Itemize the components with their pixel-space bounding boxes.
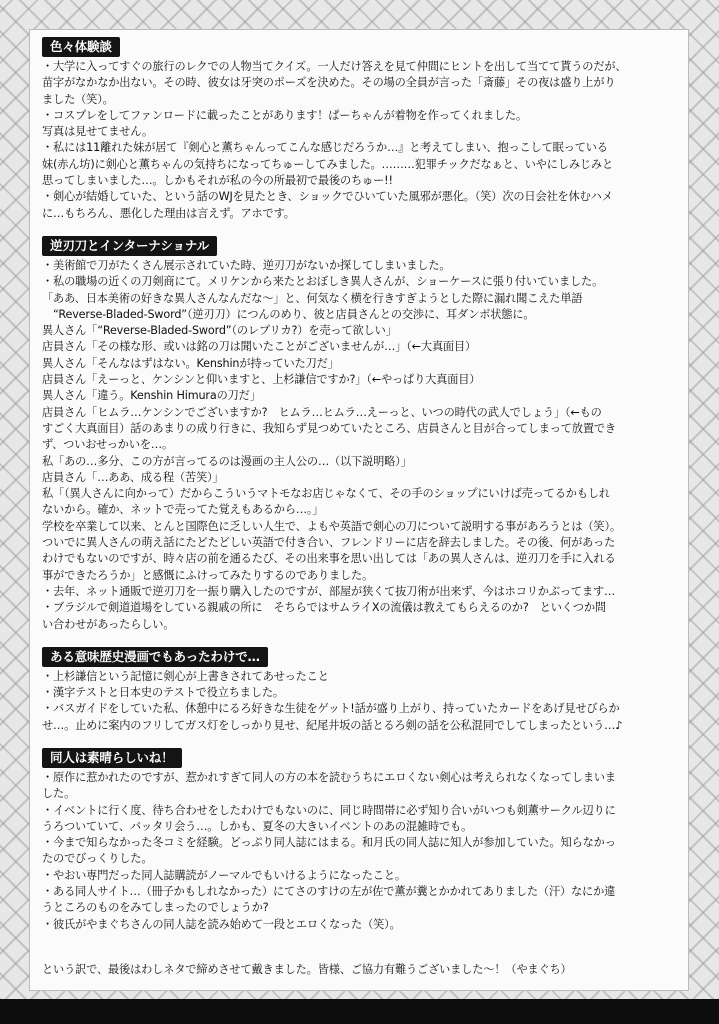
text-line: 学校を卒業して以来、とんと国際色に乏しい人生で、よもや英語で剣心の刀について説明する事があろうとは（笑）。 (42, 519, 621, 533)
text-line: 異人さん「そんなはずはない。Kenshinが持っていた刀だ」 (42, 356, 339, 370)
section-heading: 逆刃刀とインターナショナル (42, 236, 217, 256)
section-heading: 色々体験談 (42, 37, 120, 57)
text-line: すごく大真面目）話のあまりの成り行きに、我知らず見つめていたところ、店員さんと目が合ってしまって放置でき (42, 421, 616, 435)
text-line: 「ああ、日本美術の好きな異人さんなんだな～」と、何気なく横を行きすぎようとした際に漏れ聞こえた単語 (42, 291, 583, 305)
section-sakabato (42, 232, 682, 633)
text-line: ・上杉謙信という記憶に剣心が上書きされてあせったこと (42, 669, 329, 683)
text-line: “Reverse-Bladed-Sword”（逆刃刀）につんのめり、彼と店員さんとの交渉に、耳ダンボ状態に。 (42, 307, 535, 321)
text-line: たのでびっくりした。 (42, 852, 153, 866)
text-line: 店員さん「えーっと、ケンシンと仰いますと、上杉謙信ですか?」（←やっぱり大真面目） (42, 373, 481, 387)
text-line: うろついていて、バッタリ会う…。しかも、夏冬の大きいイベントのあの混雑時でも。 (42, 819, 473, 833)
text-line: ついでに異人さんの萌え話にたどたどしい英語で付き合い、フレンドリーに店を辞去しました。その後、何があった (42, 536, 616, 550)
text-line: 苗字がなかなか出ない。その時、彼女は牙突のポーズを決めた。その場の全員が言った「斎藤」その夜は盛り上がり (42, 76, 616, 90)
text-line: 異人さん「“Reverse-Bladed-Sword”（のレプリカ?）を売って欲しい」 (42, 324, 397, 338)
section-heading: 同人は素晴らしいね！ (42, 748, 182, 768)
text-line: 異人さん「違う。Kenshin Himuraの刀だ」 (42, 389, 261, 403)
section-rekishi (42, 643, 682, 734)
text-line: ・漢字テストと日本史のテストで役立ちました。 (42, 686, 284, 700)
text-line: 私「あの…多分、この方が言ってるのは漫画の主人公の…（以下説明略）」 (42, 454, 412, 468)
text-line: ・バスガイドをしていた私、休憩中にるろ好きな生徒をゲット!話が盛り上がり、持っていたカードをあげ見せびらか (42, 702, 620, 716)
bottom-bar (0, 999, 719, 1024)
text-line: ・去年、ネット通販で逆刃刀を一振り購入したのですが、部屋が狭くて抜刀術が出来ず、今はホコリかぶってます… (42, 584, 616, 598)
text-line: ・彼氏がやまぐちさんの同人誌を読み始めて一段とエロくなった（笑）。 (42, 917, 401, 931)
text-line: 店員さん「ヒムラ…ケンシンでございますか? ヒムラ…ヒムラ…えーっと、いつの時代の武人でしょう」（←もの (42, 405, 602, 419)
text-line: ・私には11離れた妹が居て『剣心と薫ちゃんってこんな感じだろうか…』と考えてしまい、抱っこして眠っている (42, 141, 608, 155)
text-line: ・イベントに行く度、待ち合わせをしたわけでもないのに、同じ時間帯に必ず知り合いがいつも剣薫サークル辺りに (42, 803, 616, 817)
text-line: 私「（異人さんに向かって）だからこういうマトモなお店じゃなくて、その手のショップにいけば売ってるかもしれ (42, 487, 610, 501)
section-heading: ある意味歴史漫画でもあったわけで… (42, 647, 268, 667)
text-line: ・やおい専門だった同人誌購読がノーマルでもいけるようになったこと。 (42, 868, 406, 882)
text-line: ないから。確か、ネットで売ってた覚えもあるから…。」 (42, 503, 324, 517)
text-line: ・美術館で刀がたくさん展示されていた時、逆刃刀がないか探してしまいました。 (42, 258, 451, 272)
text-line: ・コスプレをしてファンロードに載ったことがあります！ぱーちゃんが着物を作ってくれました。 (42, 108, 527, 122)
text-line: 事ができたろうか」と感慨にふけってみたりするのでありました。 (42, 568, 374, 582)
spacer (42, 734, 682, 744)
text-line: 思ってしまいました…。しかもそれが私の今の所最初で最後のちゅー!! (42, 174, 393, 188)
text-line: ・今まで知らなかった冬コミを経験。どっぷり同人誌にはまる。和月氏の同人誌に知人が参加していた。知らなかっ (42, 836, 616, 850)
text-line: ・私の職場の近くの刀剣商にて。メリケンから来たとおぼしき異人さんが、ショーケースに張り付いていました。 (42, 275, 604, 289)
text-line: ました（笑）。 (42, 92, 114, 106)
page-content (42, 37, 682, 933)
text-line: うところのものをみてしまったのでしょうか? (42, 901, 269, 915)
text-line: せ…。止めに案内のフリしてガス灯をしっかり見せ、紀尾井坂の話とるろ剣の話を公私混同でしてしまったという…♪ (42, 718, 623, 732)
text-line: ・ある同人サイト…（冊子かもしれなかった）にてさのすけの左が佐で薫が糞とかかれてありました（汗）なにか違 (42, 885, 616, 899)
text-line: ・剣心が結婚していた、という話のWJを見たとき、ショックでひいていた風邪が悪化。（笑）次の日会社を休むハメ (42, 190, 613, 204)
text-line: わけでもないのですが、時々店の前を通るたび、その出来事を思い出しては「あの異人さんは、逆刃刀を手に入れる (42, 552, 616, 566)
text-line: ・大学に入ってすぐの旅行のレクでの人物当てクイズ。一人だけ答えを見て仲間にヒントを出して当てて貰うのだが、 (42, 60, 627, 73)
spacer (42, 222, 682, 232)
text-line: ・ブラジルで剣道道場をしている親戚の所に そちらではサムライXの流儀は教えてもらえるのか? といくつか問 (42, 601, 606, 615)
text-line: ず、ついおせっかいを…。 (42, 438, 173, 452)
text-line: 店員さん「その様な形、或いは銘の刀は聞いたことがございませんが…」（←大真面目） (42, 340, 477, 354)
section-taiken (42, 37, 682, 222)
text-line: した。 (42, 787, 76, 801)
text-line: い合わせがあったらしい。 (42, 617, 175, 631)
spacer (42, 633, 682, 643)
text-line: 写真は見せてません。 (42, 125, 154, 139)
closing-line: という訳で、最後はわしネタで締めさせて戴きました。皆様、ご協力有難うございました～！（やまぐち） (42, 963, 572, 976)
text-line: に…もちろん、悪化した理由は言えず。アホです。 (42, 206, 295, 220)
section-doujin (42, 744, 682, 933)
text-line: 店員さん「…ああ、成る程（苦笑）」 (42, 470, 224, 484)
text-line: 妹(赤ん坊)に剣心と薫ちゃんの気持ちになってちゅーしてみました。………犯罪チックだなぁと、いやにしみじみと (42, 157, 614, 171)
text-line: ・原作に惹かれたのですが、惹かれすぎて同人の方の本を読むうちにエロくない剣心は考えられなくなってしまいま (42, 770, 616, 784)
